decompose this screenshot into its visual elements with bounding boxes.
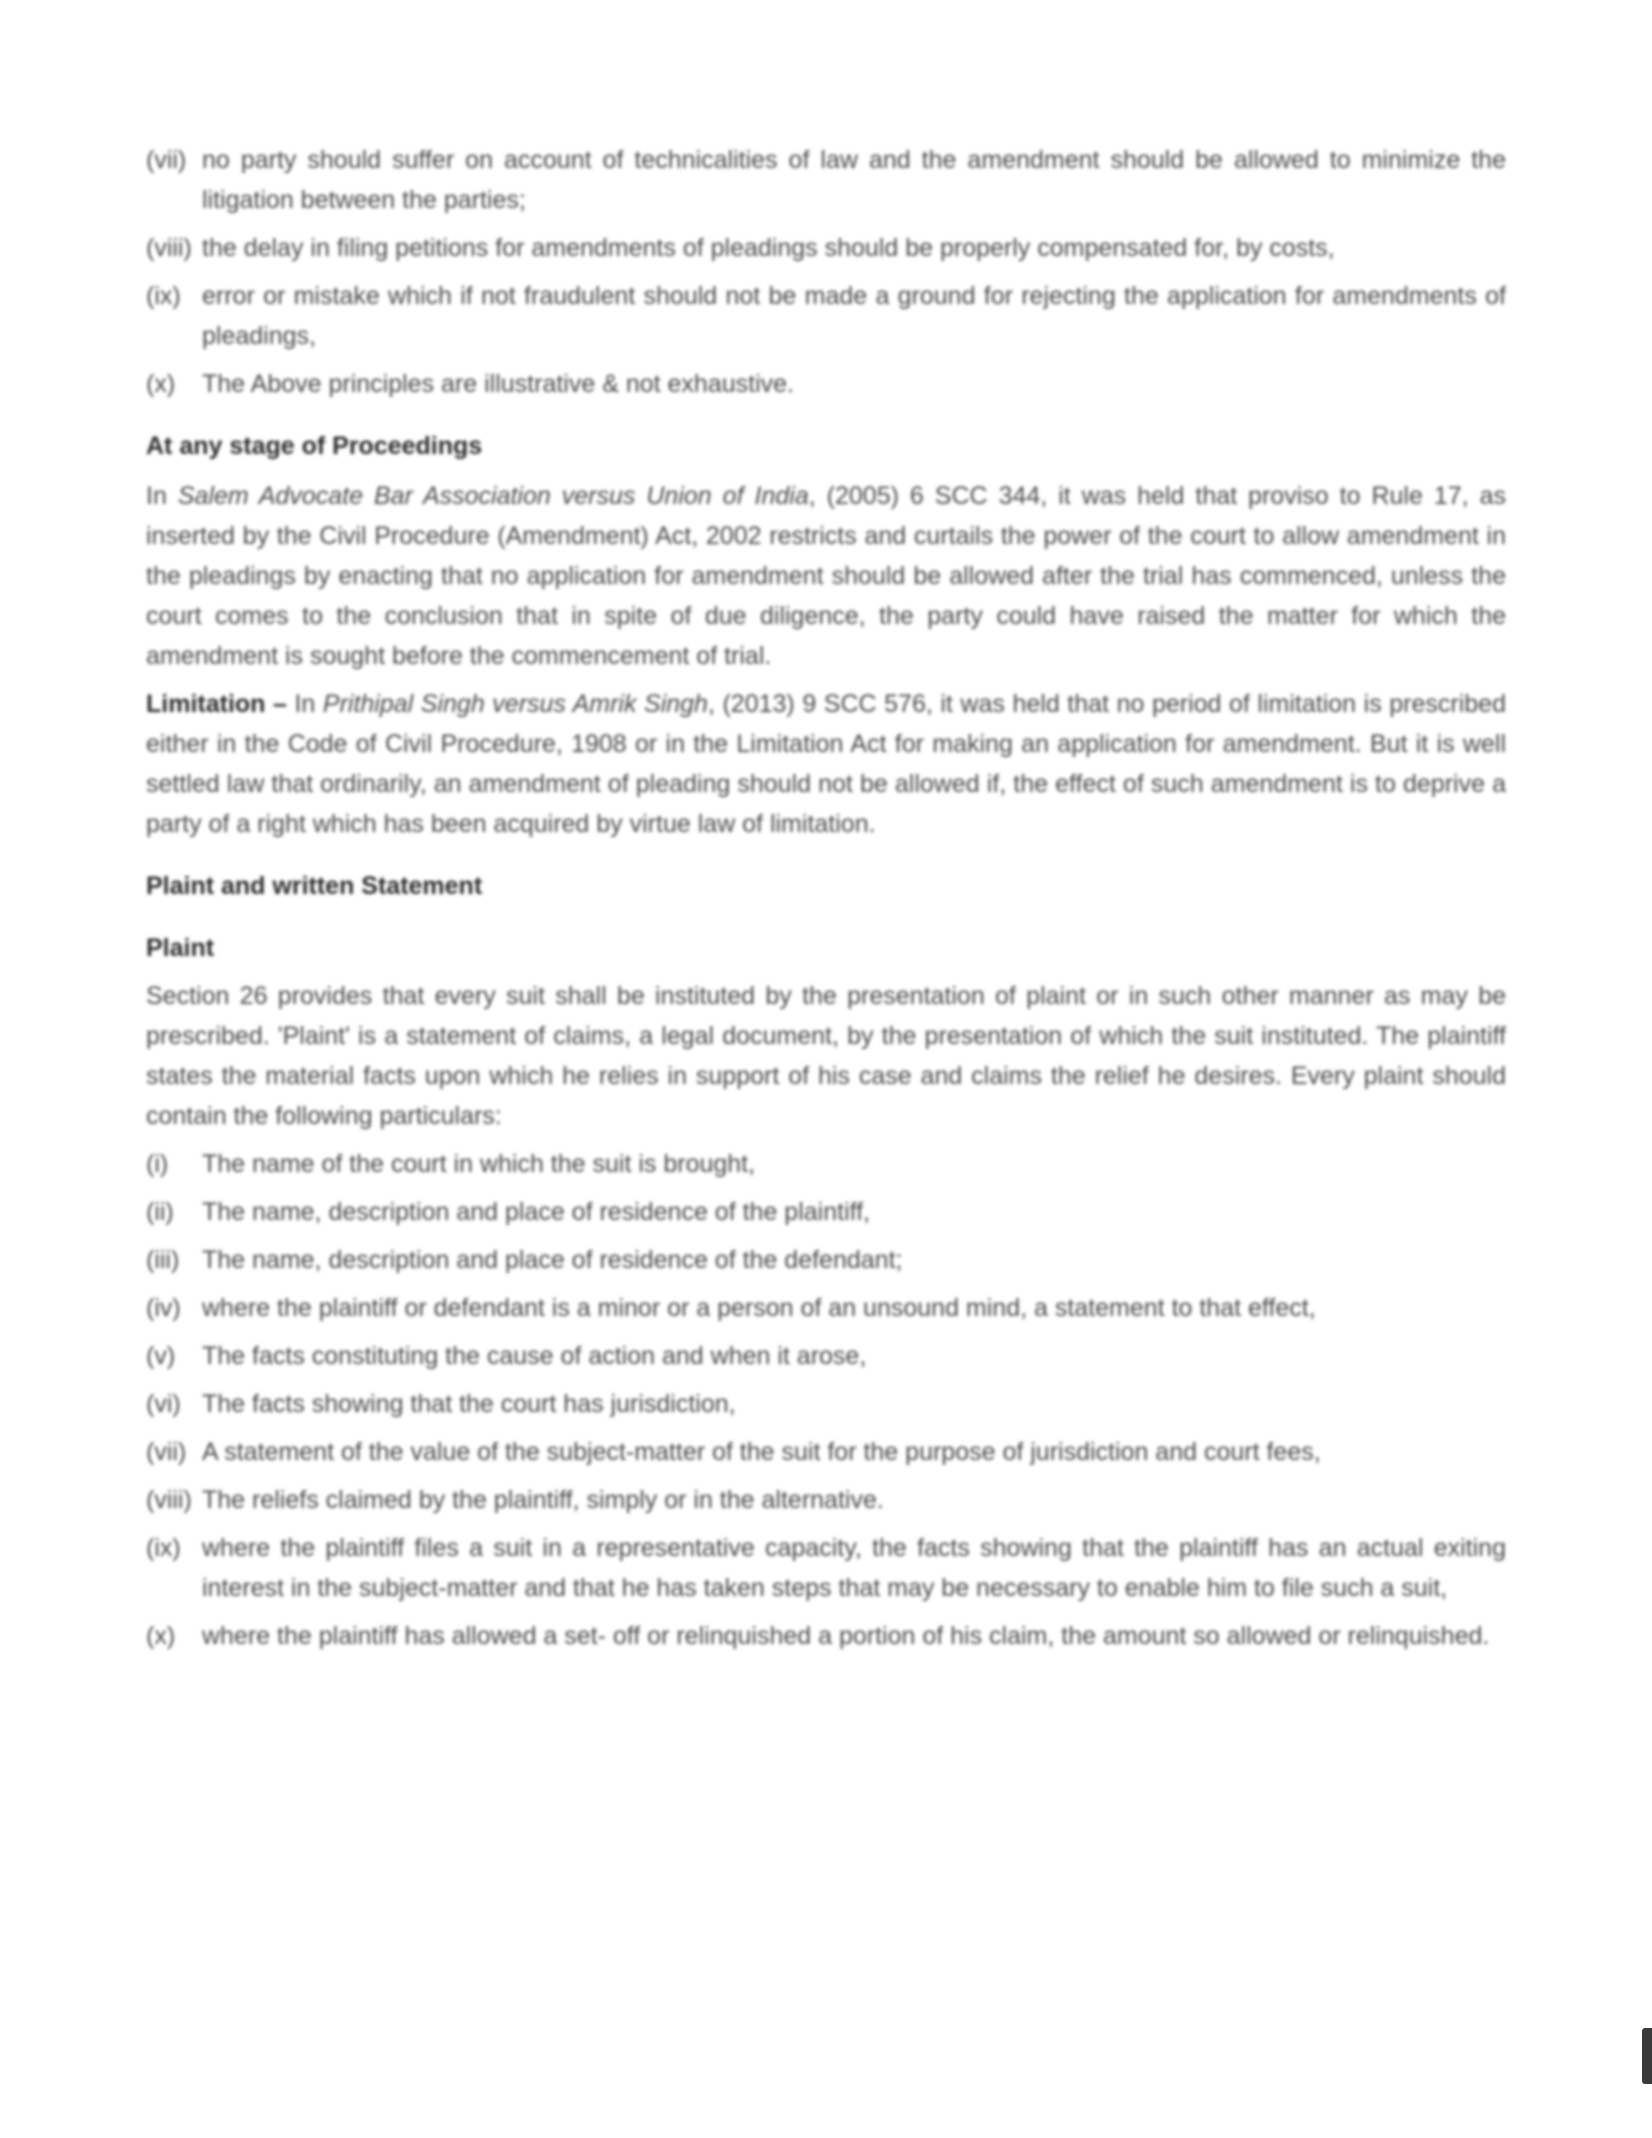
limitation-rest: , (2013) 9 SCC 576, it was held that no period of limitation is prescribed either in the Code of Civil Procedure, 1908 or in the Limitation Act for making an application for amendment. But it is well settled law that ordinarily, an amendment of pleading should not be allowed if, the effect of such amendment is to deprive a party of a right which has been acquired by virtue law of limitation. xyxy=(146,690,1506,838)
list-item-text: The name of the court in which the suit is brought, xyxy=(202,1150,756,1178)
scrollbar-thumb[interactable] xyxy=(1642,2028,1652,2084)
list-item-number: (v) xyxy=(146,1342,176,1370)
list-item-text: where the plaintiff has allowed a set- off or relinquished a portion of his claim, the amount so allowed or relinquished. xyxy=(202,1622,1490,1650)
list-item-number: (ix) xyxy=(146,1534,181,1562)
list-item xyxy=(146,140,1506,220)
list-item xyxy=(146,1616,1506,1656)
list-item-number: (viii) xyxy=(146,234,192,262)
list-item xyxy=(146,1192,1506,1232)
section-heading-stage: At any stage of Proceedings xyxy=(146,432,483,460)
list-item xyxy=(146,364,1506,404)
list-item-text: the delay in filing petitions for amendments of pleadings should be properly compensated for, by costs, xyxy=(202,234,1335,262)
list-item-number: (vii) xyxy=(146,146,187,174)
limitation-lead: Limitation – xyxy=(146,690,287,718)
list-item xyxy=(146,1432,1506,1472)
list-item-text: no party should suffer on account of technicalities of law and the amendment should be allowed to minimize the litigation between the parties; xyxy=(202,146,1506,214)
list-item-number: (ii) xyxy=(146,1198,174,1226)
stage-rest: , (2005) 6 SCC 344, it was held that proviso to Rule 17, as inserted by the Civil Procedure (Amendment) Act, 2002 restricts and curtails the power of the court to allow amendment in the pleadings by enacting that no application for amendment should be allowed after the trial has commenced, unless the court comes to the conclusion that in spite of due diligence, the party could have raised the matter for which the amendment is sought before the commencement of trial. xyxy=(146,482,1507,670)
subheading-plaint: Plaint xyxy=(146,934,215,962)
list-item-number: (viii) xyxy=(146,1486,192,1514)
list-item-text: error or mistake which if not fraudulent should not be made a ground for rejecting the application for amendments of pleadings, xyxy=(202,282,1506,350)
limitation-pre: In xyxy=(286,690,323,718)
list-item-number: (x) xyxy=(146,370,176,398)
particulars-list xyxy=(146,1144,1506,1656)
list-item-text: The reliefs claimed by the plaintiff, simply or in the alternative. xyxy=(202,1486,884,1514)
list-item-number: (vi) xyxy=(146,1390,181,1418)
list-item xyxy=(146,1336,1506,1376)
list-item-number: (i) xyxy=(146,1150,169,1178)
list-item-number: (x) xyxy=(146,1622,176,1650)
list-item-number: (vii) xyxy=(146,1438,187,1466)
list-item-text: A statement of the value of the subject-matter of the suit for the purpose of jurisdiction and court fees, xyxy=(202,1438,1321,1466)
list-item-text: where the plaintiff files a suit in a representative capacity, the facts showing that the plaintiff has an actual exiting interest in the subject-matter and that he has taken steps that may be necessary to enable him to file such a suit, xyxy=(202,1534,1506,1602)
plaint-paragraph: Section 26 provides that every suit shall be instituted by the presentation of plaint or in such other manner as may be prescribed. 'Plaint' is a statement of claims, a legal document, by the presentation of which the suit instituted. The plaintiff states the material facts upon which he relies in support of his case and claims the relief he desires. Every plaint should contain the following particulars: xyxy=(146,982,1506,1130)
list-item-number: (iv) xyxy=(146,1294,181,1322)
list-item-number: (ix) xyxy=(146,282,181,310)
case-name-salem: Salem Advocate Bar Association versus Union of India xyxy=(177,482,809,510)
list-item xyxy=(146,276,1506,356)
list-item xyxy=(146,1240,1506,1280)
limitation-paragraph xyxy=(146,684,1506,844)
list-item-text: The facts constituting the cause of action and when it arose, xyxy=(202,1342,867,1370)
list-item-text: The name, description and place of residence of the defendant; xyxy=(202,1246,903,1274)
list-item xyxy=(146,1144,1506,1184)
list-item xyxy=(146,1288,1506,1328)
list-item xyxy=(146,1528,1506,1608)
stage-paragraph xyxy=(146,476,1506,676)
stage-prefix: In xyxy=(146,482,178,510)
list-item xyxy=(146,228,1506,268)
list-item-text: where the plaintiff or defendant is a minor or a person of an unsound mind, a statement to that effect, xyxy=(202,1294,1316,1322)
section-heading-plaint: Plaint and written Statement xyxy=(146,872,483,900)
principles-list xyxy=(146,140,1506,404)
list-item-number: (iii) xyxy=(146,1246,180,1274)
list-item-text: The name, description and place of residence of the plaintiff, xyxy=(202,1198,871,1226)
list-item-text: The Above principles are illustrative & not exhaustive. xyxy=(202,370,794,398)
case-name-prithipal: Prithipal Singh versus Amrik Singh xyxy=(322,690,708,718)
list-item-text: The facts showing that the court has jurisdiction, xyxy=(202,1390,736,1418)
list-item xyxy=(146,1384,1506,1424)
page-content xyxy=(146,140,1506,1664)
list-item xyxy=(146,1480,1506,1520)
